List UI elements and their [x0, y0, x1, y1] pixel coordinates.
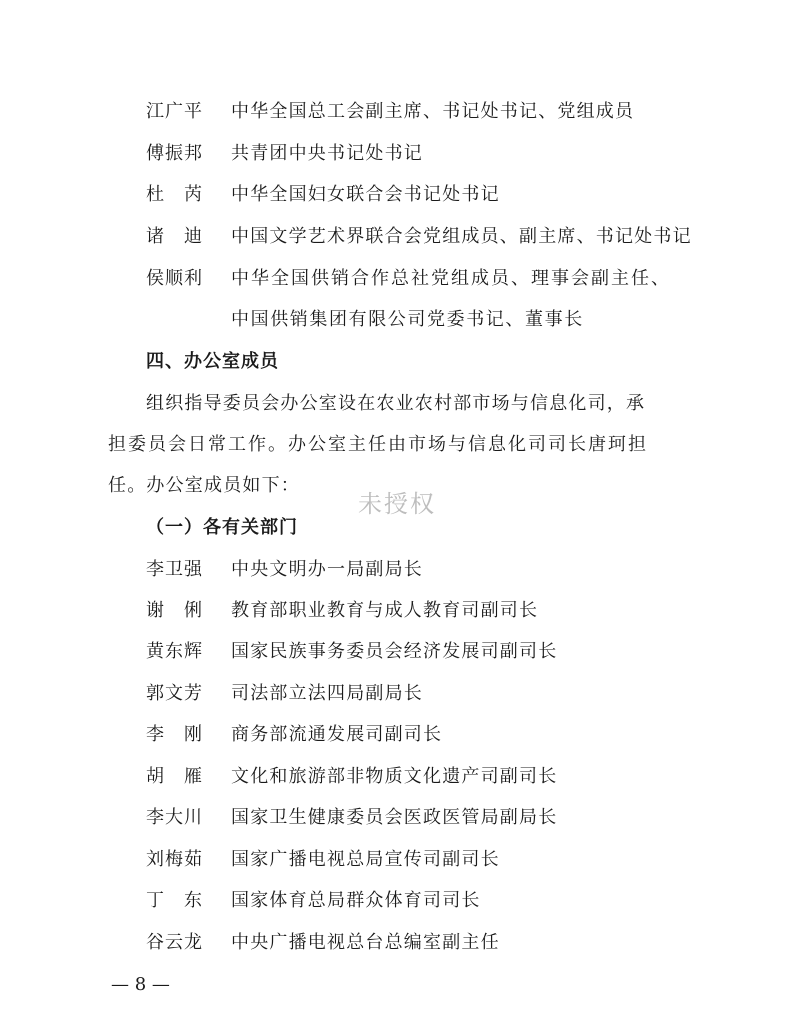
member-title: 国家体育总局群众体育司司长 [231, 890, 481, 911]
member-name: 李大川 [146, 807, 203, 828]
member-title: 文化和旅游部非物质文化遗产司副司长 [231, 766, 558, 787]
member-name: 杜 芮 [146, 184, 203, 205]
member-name: 谢 俐 [146, 600, 203, 621]
member-row [146, 222, 692, 252]
page-number: — 8 — [111, 974, 170, 995]
member-title: 中华全国总工会副主席、书记处书记、党组成员 [231, 101, 635, 122]
dept-member-row [146, 637, 557, 667]
member-row [146, 264, 671, 294]
member-name: 胡 雁 [146, 766, 203, 787]
member-name: 刘梅茹 [146, 849, 203, 870]
dept-member-row [146, 886, 481, 916]
member-title: 中国文学艺术界联合会党组成员、副主席、书记处书记 [231, 226, 692, 247]
member-title-continuation: 中国供销集团有限公司党委书记、董事长 [231, 309, 584, 330]
member-title: 中华全国妇女联合会书记处书记 [231, 184, 500, 205]
member-title: 中央文明办一局副局长 [231, 559, 423, 580]
member-title: 中华全国供销合作总社党组成员、理事会副主任、 [231, 268, 671, 289]
member-title: 商务部流通发展司副司长 [231, 724, 443, 745]
member-name: 丁 东 [146, 890, 203, 911]
member-name: 李卫强 [146, 559, 203, 580]
dept-member-row [146, 596, 538, 626]
member-title: 中央广播电视总台总编室副主任 [231, 932, 500, 953]
section-heading: 四、办公室成员 [146, 351, 279, 372]
dept-member-row [146, 762, 557, 792]
paragraph-line: 任。办公室成员如下： [108, 475, 300, 496]
member-name: 侯顺利 [146, 268, 203, 289]
member-name: 诸 迪 [146, 226, 203, 247]
dept-member-row [146, 928, 500, 958]
member-title: 司法部立法四局副局长 [231, 683, 423, 704]
paragraph-line: 组织指导委员会办公室设在农业农村部市场与信息化司，承 [146, 393, 646, 414]
watermark: 未授权 [358, 490, 436, 518]
member-row [146, 180, 500, 210]
member-name: 郭文芳 [146, 683, 203, 704]
member-row [146, 139, 423, 169]
member-title: 国家广播电视总局宣传司副司长 [231, 849, 500, 870]
dept-member-row [146, 720, 442, 750]
dept-member-row [146, 555, 423, 585]
member-name: 傅振邦 [146, 143, 203, 164]
dept-member-row [146, 803, 557, 833]
member-title: 国家民族事务委员会经济发展司副司长 [231, 641, 558, 662]
member-name: 黄东辉 [146, 641, 203, 662]
dept-member-row [146, 679, 423, 709]
member-name: 李 刚 [146, 724, 203, 745]
member-row [146, 97, 634, 127]
member-name: 谷云龙 [146, 932, 203, 953]
member-name: 江广平 [146, 101, 203, 122]
paragraph-line: 担委员会日常工作。办公室主任由市场与信息化司司长唐珂担 [108, 434, 648, 455]
sub-heading: （一）各有关部门 [146, 517, 298, 538]
member-title: 共青团中央书记处书记 [231, 143, 423, 164]
member-title: 教育部职业教育与成人教育司副司长 [231, 600, 539, 621]
member-title: 国家卫生健康委员会医政医管局副局长 [231, 807, 558, 828]
dept-member-row [146, 845, 500, 875]
